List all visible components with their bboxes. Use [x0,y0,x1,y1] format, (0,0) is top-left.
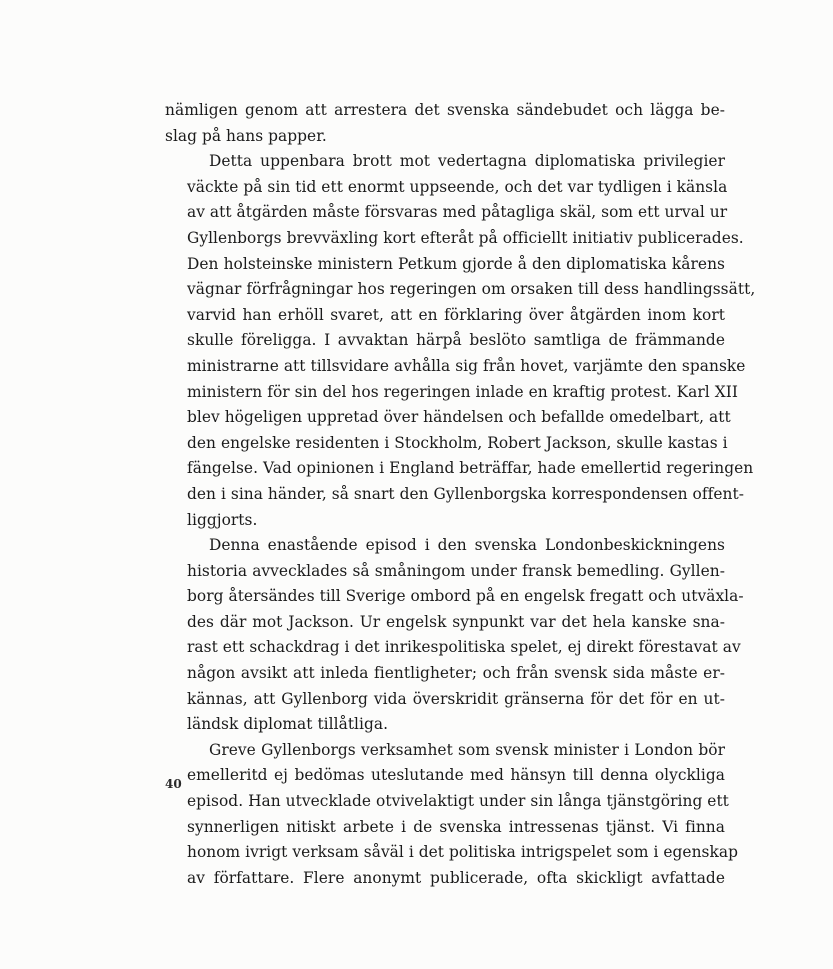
text-line: Gyllenborgs brevväxling kort efteråt på officiellt initiativ publicerades. [187,228,744,247]
text-line: ministrarne att tillsvidare avhålla sig från hovet, varjämte den spanske [187,356,746,375]
text-line: den i sina händer, så snart den Gyllenborgska korrespondensen offent- [187,484,744,503]
text-line: slag på hans papper. [165,126,327,145]
text-line: blev högeligen uppretad över händelsen och befallde omedelbart, att [187,408,731,427]
text-line: fängelse. Vad opinionen i England beträffar, hade emellertid regeringen [187,459,754,478]
text-line: Den holsteinske ministern Petkum gjorde å den diplomatiska kårens [187,254,725,273]
text-line: varvid han erhöll svaret, att en förklaring över åtgärden inom kort [187,305,725,324]
text-line: skulle föreligga. I avvaktan härpå beslöto samtliga de främmande [187,331,725,350]
text-line: av författare. Flere anonymt publicerade, ofta skickligt avfattade [187,868,725,887]
text-line: väckte på sin tid ett enormt uppseende, och det var tydligen i känsla [187,177,728,196]
text-line: vägnar förfrågningar hos regeringen om orsaken till dess handlingssätt, [187,280,756,299]
text-line: någon avsikt att inleda fientligheter; och från svensk sida måste er- [187,664,725,683]
text-line: historia avvecklades så småningom under fransk bemedling. Gyllen- [187,561,725,580]
text-line: emelleritd ej bedömas uteslutande med hänsyn till denna olyckliga [187,766,725,785]
text-line: synnerligen nitiskt arbete i de svenska intressenas tjänst. Vi finna [187,817,725,836]
text-line: episod. Han utvecklade otvivelaktigt under sin långa tjänstgöring ett [187,792,729,811]
paragraph-4 [165,738,739,892]
text-line: nämligen genom att arrestera det svenska sändebudet och lägga be- [165,101,725,119]
paragraph-2 [165,149,756,533]
text-line: kännas, att Gyllenborg vida överskridit gränserna för det för en ut- [187,689,725,708]
text-line: borg återsändes till Sverige ombord på en engelsk fregatt och utväxla- [187,587,744,606]
body-text [165,98,756,891]
text-line: rast ett schackdrag i det inrikespolitiska spelet, ej direkt förestavat av [187,638,741,657]
text-line: Denna enastående episod i den svenska Londonbeskickningens [209,536,725,555]
paragraph-1 [165,98,725,149]
text-line: ministern för sin del hos regeringen inlade en kraftig protest. Karl XII [187,382,738,401]
text-line: liggjorts. [187,510,258,529]
text-line: Detta uppenbara brott mot vedertagna diplomatiska privilegier [209,152,725,171]
text-line: ländsk diplomat tillåtliga. [187,715,389,734]
text-line: Greve Gyllenborgs verksamhet som svensk minister i London bör [209,740,725,759]
page-number: 40 [165,777,182,791]
paragraph-3 [165,533,744,738]
text-line: honom ivrigt verksam såväl i det politiska intrigspelet som i egenskap [187,843,739,862]
text-line: av att åtgärden måste försvaras med påtagliga skäl, som ett urval ur [187,203,728,222]
text-line: des där mot Jackson. Ur engelsk synpunkt var det hela kanske sna- [187,612,725,631]
text-line: den engelske residenten i Stockholm, Robert Jackson, skulle kastas i [187,433,728,452]
